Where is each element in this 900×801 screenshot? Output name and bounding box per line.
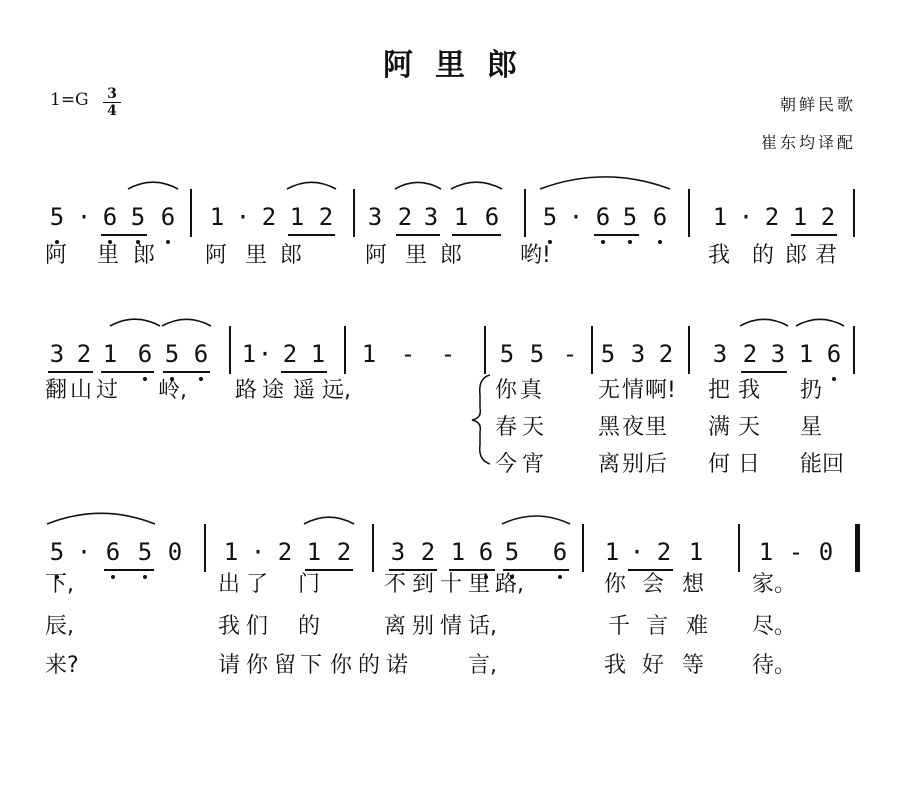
system1-note: 6 [102,203,118,231]
system3-slur [47,513,155,524]
system2-verse3-lyric: 今 [495,452,518,477]
system3-verse3-lyric: 我 [604,653,627,678]
system2-lyric: 途 [262,378,285,403]
system1-note: · [235,203,251,231]
system2-verse1-lyric: 你 [495,378,518,403]
system1-lyric: 里 [405,243,428,268]
watermark [790,780,794,793]
system3-barline [372,524,374,572]
system3-verse3-lyric: 的 [358,653,381,678]
system3-note: 1 [758,538,774,566]
system2-underline [163,371,210,373]
system3-note: 0 [167,538,183,566]
system2-barline [591,326,593,374]
system3-final-barline [855,524,860,572]
system3-verse3-lyric: 下 [300,653,323,678]
system3-verse2-lyric: 情 [440,614,463,639]
system1-slur [287,182,336,189]
system3-verse3-lyric: 等 [682,653,705,678]
system1-barline [853,189,855,237]
system3-verse2-lyric: 我 [218,614,241,639]
system2-verse2-lyric: 里 [645,415,668,440]
system1-note: · [738,203,754,231]
system3-verse2-lyric: 尽。 [752,614,797,639]
system1-note: 5 [130,203,146,231]
system2-verse1-lyric: 我 [738,378,761,403]
system3-verse3-lyric: 言, [468,653,497,678]
system2-underline [48,371,93,373]
system2-verse3-lyric: 何 [708,452,731,477]
system1-note: 2 [820,203,836,231]
system2-note: - [440,340,456,368]
system3-underline [104,569,154,571]
system2-underline [101,371,154,373]
system1-lyric: 里 [97,243,120,268]
system2-verse2-lyric: 天 [522,415,545,440]
system2-barline [229,326,231,374]
system2-note: 3 [630,340,646,368]
system2-verse3-lyric: 回 [822,452,845,477]
system1-underline [101,234,147,236]
system2-verse3-lyric: 宵 [522,452,545,477]
system1-note: 1 [792,203,808,231]
system2-verse3-lyric: 离 [598,452,621,477]
time-signature-denominator: 4 [107,103,117,119]
system2-note: 1 [798,340,814,368]
system1-note: 3 [367,203,383,231]
system2-verse3-lyric: 能 [800,452,823,477]
system1-lyric: 君 [815,243,838,268]
system1-note: 1 [712,203,728,231]
system1-underline [396,234,440,236]
system3-note: 6 [478,538,494,566]
system2-note: 1 [102,340,118,368]
system2-note: 5 [164,340,180,368]
system2-underline [741,371,787,373]
system3-verse2-lyric: 离 [384,614,407,639]
system1-barline [688,189,690,237]
system2-note: 2 [742,340,758,368]
system1-lyric: 郎 [440,243,463,268]
system3-verse1-lyric: 门 [298,572,321,597]
system3-verse2-lyric: 别 [412,614,435,639]
system2-note: 2 [658,340,674,368]
page-title: 阿里郎 [383,48,539,83]
system2-note: 5 [529,340,545,368]
system1-slur [451,182,502,189]
system1-note: 1 [453,203,469,231]
system2-verse2-lyric: 夜 [622,415,645,440]
system1-note: 1 [289,203,305,231]
system3-note: 1 [223,538,239,566]
system2-note: 2 [282,340,298,368]
system1-lyric: 郎 [280,243,303,268]
system1-slur [395,182,441,189]
system2-verse2-lyric: 星 [800,415,823,440]
system2-lyric: 翻 [45,378,68,403]
system2-verse3-lyric: 别 [622,452,645,477]
system3-note: · [629,538,645,566]
system2-note: 2 [76,340,92,368]
system1-slur [540,177,670,189]
system2-note: 6 [137,340,153,368]
system3-note: · [250,538,266,566]
system2-verse2-lyric: 天 [738,415,761,440]
system3-note: 6 [552,538,568,566]
system1-lyric: 的 [752,243,775,268]
system3-note: 5 [504,538,520,566]
system3-verse1-lyric: 路, [495,572,524,597]
system1-note: 3 [423,203,439,231]
system1-low-octave-dot [628,240,632,244]
system3-verse2-lyric: 千 [608,614,631,639]
system3-verse2-lyric: 的 [298,614,321,639]
system1-barline [353,189,355,237]
system2-note: 6 [826,340,842,368]
system3-note: · [76,538,92,566]
system1-note: 2 [261,203,277,231]
system2-verse1-lyric: 啊! [645,378,676,403]
system3-note: 6 [105,538,121,566]
system3-verse3-lyric: 你 [246,653,269,678]
system2-lyric: 遥 [293,378,316,403]
system3-note: 5 [49,538,65,566]
system1-note: 5 [542,203,558,231]
system1-underline [452,234,501,236]
time-signature-numerator: 3 [103,86,121,103]
system3-note: 2 [336,538,352,566]
system1-low-octave-dot [601,240,605,244]
system2-verse2-lyric: 春 [495,415,518,440]
system2-barline [344,326,346,374]
system2-lyric: 远, [322,378,351,403]
system2-note: 6 [193,340,209,368]
system2-note: 3 [770,340,786,368]
system3-note: 1 [604,538,620,566]
system2-verse2-lyric: 黑 [598,415,621,440]
system3-low-octave-dot [558,575,562,579]
system2-lyric: 岭, [158,378,187,403]
system2-verse1-lyric: 扔 [800,378,823,403]
system3-verse2-lyric: 辰, [45,614,74,639]
system1-lyric: 我 [708,243,731,268]
system1-lyric: 阿 [205,243,228,268]
system3-barline [204,524,206,572]
system3-low-octave-dot [111,575,115,579]
system2-verse1-lyric: 把 [708,378,731,403]
system2-low-octave-dot [143,377,147,381]
system3-note: 2 [277,538,293,566]
system3-verse3-lyric: 你 [330,653,353,678]
system1-note: 6 [160,203,176,231]
system1-low-octave-dot [166,240,170,244]
system1-slur [128,182,178,189]
system3-verse1-lyric: 到 [412,572,435,597]
system2-lyric: 过 [96,378,119,403]
system3-note: 2 [420,538,436,566]
system3-slur [304,517,354,524]
system2-verse1-lyric: 真 [520,378,543,403]
system2-note: - [400,340,416,368]
system1-note: 6 [595,203,611,231]
system2-lyric: 路 [235,378,258,403]
system1-note: 6 [484,203,500,231]
system2-note: 5 [600,340,616,368]
system2-note: 1 [241,340,257,368]
system3-verse1-lyric: 你 [604,572,627,597]
system2-note: 3 [49,340,65,368]
system3-verse1-lyric: 家。 [752,572,797,597]
system3-barline [582,524,584,572]
system2-note: · [257,340,273,368]
system1-lyric: 郎 [785,243,808,268]
system3-verse3-lyric: 好 [642,653,665,678]
system3-verse1-lyric: 了 [246,572,269,597]
system3-verse3-lyric: 留 [274,653,297,678]
system3-note: 1 [306,538,322,566]
system3-verse3-lyric: 待。 [752,653,797,678]
system2-barline [853,326,855,374]
system3-note: 0 [818,538,834,566]
system2-verse3-lyric: 日 [738,452,761,477]
system2-low-octave-dot [832,377,836,381]
system3-note: 2 [656,538,672,566]
system3-note: 1 [688,538,704,566]
system2-note: - [562,340,578,368]
system2-verse1-lyric: 情 [622,378,645,403]
system1-low-octave-dot [658,240,662,244]
system2-slur [740,319,788,326]
system3-verse3-lyric: 诺 [386,653,409,678]
system1-note: 2 [318,203,334,231]
system1-note: · [568,203,584,231]
system1-barline [190,189,192,237]
system3-verse1-lyric: 十 [440,572,463,597]
system1-underline [594,234,639,236]
system2-barline [484,326,486,374]
system3-verse2-lyric: 话, [468,614,497,639]
system3-note: - [788,538,804,566]
system1-lyric: 阿 [45,243,68,268]
system3-verse1-lyric: 下, [45,572,74,597]
system1-note: 2 [764,203,780,231]
system1-lyric: 阿 [365,243,388,268]
system2-slur [796,319,844,326]
system1-note: 6 [652,203,668,231]
system1-underline [791,234,837,236]
system3-verse1-lyric: 里 [468,572,491,597]
system2-underline [281,371,327,373]
system3-verse1-lyric: 不 [384,572,407,597]
system3-verse2-lyric: 们 [246,614,269,639]
system2-note: 1 [310,340,326,368]
system2-verse3-lyric: 后 [645,452,668,477]
system3-barline [738,524,740,572]
system3-note: 3 [390,538,406,566]
system3-verse2-lyric: 言 [646,614,669,639]
system2-verse2-lyric: 满 [708,415,731,440]
system3-verse3-lyric: 请 [218,653,241,678]
system2-slur [110,319,160,326]
system3-slur [502,516,570,524]
key-signature: 1=G [50,90,89,110]
system1-underline [288,234,335,236]
system3-verse1-lyric: 出 [218,572,241,597]
system3-note: 1 [450,538,466,566]
system1-lyric: 郎 [133,243,156,268]
system1-note: · [76,203,92,231]
system1-note: 5 [49,203,65,231]
credit-origin: 朝鲜民歌 [779,95,856,114]
system1-lyric: 里 [245,243,268,268]
verse-brace [472,375,490,464]
system2-barline [688,326,690,374]
system1-lyric: 哟! [520,243,551,268]
credit-arranger: 崔东均译配 [760,133,856,152]
system3-verse2-lyric: 难 [686,614,709,639]
system3-note: 5 [137,538,153,566]
system3-verse1-lyric: 会 [642,572,665,597]
system3-verse1-lyric: 想 [682,572,705,597]
system1-barline [524,189,526,237]
system2-lyric: 山 [70,378,93,403]
system1-note: 5 [622,203,638,231]
system2-low-octave-dot [199,377,203,381]
system3-verse3-lyric: 来? [45,653,79,678]
system3-low-octave-dot [143,575,147,579]
system2-note: 1 [361,340,377,368]
system2-note: 3 [712,340,728,368]
system2-verse1-lyric: 无 [598,378,621,403]
system1-note: 2 [397,203,413,231]
system2-note: 5 [499,340,515,368]
system2-slur [162,319,211,326]
system1-note: 1 [209,203,225,231]
